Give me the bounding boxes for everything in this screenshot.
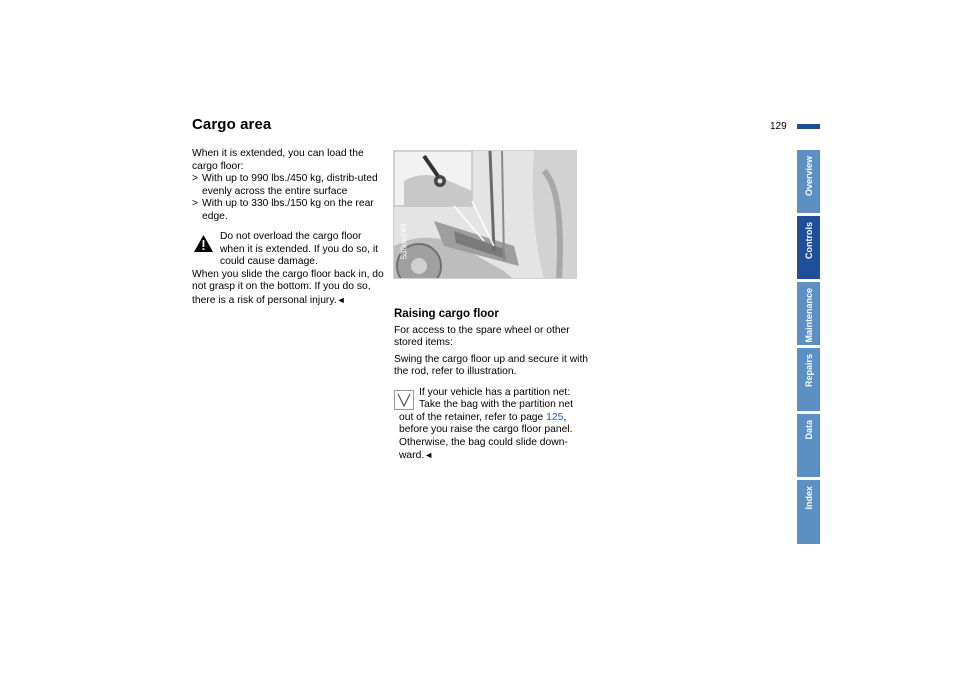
subheading: Raising cargo floor	[394, 308, 499, 320]
note-text: If your vehicle has a partition net: Take the bag with the partition net out of the retainer, refer to page 125, before you raise the cargo floor panel. Otherwise, the bag could slide down-ward.◄	[399, 386, 573, 461]
illustration-graphic	[394, 151, 577, 279]
warning-text-continued: When you slide the cargo floor back in, do not grasp it on the bottom. If you do so, there is a risk of personal injury.◄	[192, 268, 384, 306]
warning-text: Do not overload the cargo floor when it is extended. If you do so, it could cause damage.	[220, 231, 378, 267]
list-item	[192, 198, 388, 223]
bullet-text: With up to 990 lbs./450 kg, distrib-uted evenly across the entire surface	[202, 173, 378, 197]
end-mark-icon: ◄	[336, 294, 346, 305]
tab-label: Data	[803, 420, 814, 440]
page-marker-bar	[797, 124, 820, 129]
end-mark-icon: ◄	[424, 450, 434, 460]
tab-index[interactable]	[797, 480, 820, 544]
figure-code-label: 530de249	[399, 223, 409, 260]
tab-label: Controls	[803, 222, 814, 259]
paragraph: For access to the spare wheel or other stored items:	[394, 324, 570, 348]
tab-label: Index	[803, 486, 814, 510]
list-item	[192, 173, 388, 198]
left-column	[192, 148, 388, 307]
tab-controls[interactable]	[797, 216, 820, 279]
tab-maintenance[interactable]	[797, 282, 820, 345]
tab-repairs[interactable]	[797, 348, 820, 411]
section-title: Cargo area	[192, 116, 272, 133]
note-block	[394, 387, 589, 463]
tab-data[interactable]	[797, 414, 820, 477]
paragraph: Swing the cargo floor up and secure it with the rod, refer to illustration.	[394, 353, 589, 377]
tab-overview[interactable]	[797, 150, 820, 213]
warning-block	[192, 231, 388, 307]
cargo-floor-illustration	[393, 150, 577, 279]
bullet-marker: >	[192, 173, 199, 184]
page-number: 129	[770, 121, 787, 132]
tab-label: Maintenance	[803, 288, 814, 343]
tab-label: Overview	[803, 156, 814, 197]
note-checkmark-icon	[394, 390, 414, 410]
bullet-marker: >	[192, 198, 199, 209]
bullet-text: With up to 330 lbs./150 kg on the rear edge.	[202, 198, 374, 222]
tab-label: Repairs	[803, 354, 814, 388]
intro-text: When it is extended, you can load the cargo floor:	[192, 148, 364, 172]
warning-triangle-icon	[192, 232, 215, 255]
page-reference-link[interactable]: 125	[546, 411, 564, 423]
right-column	[394, 308, 589, 463]
